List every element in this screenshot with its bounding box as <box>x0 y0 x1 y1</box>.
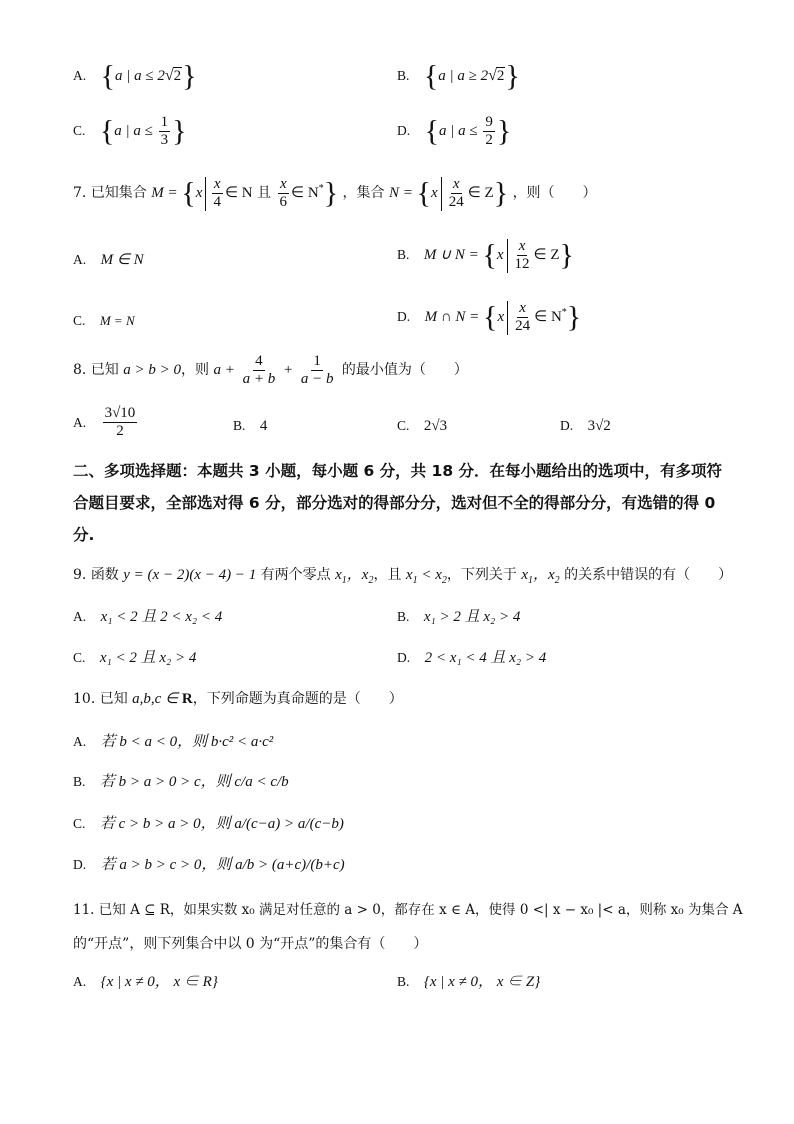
option-math: M ∈ N <box>100 252 144 268</box>
option-math: x₁ > 2 且 x₂ > 4 <box>423 609 521 625</box>
option-label: B. <box>397 974 410 989</box>
stem-text: ，且 <box>373 567 402 583</box>
fraction-numerator: 3√10 <box>103 405 138 423</box>
stem-text: ，下列关于 <box>446 567 517 583</box>
stem-text: ，则（ ） <box>512 185 597 202</box>
stem-text: 且 <box>257 185 272 202</box>
option-math: {a | a ≤ $\frac{1}{3}$ } <box>99 114 187 149</box>
q7-option-d[interactable] <box>397 300 581 336</box>
option-math: M = N <box>99 313 135 328</box>
option-label: A. <box>73 68 87 84</box>
option-math: M ∩ N = {x $\frac{x}{24}$ ∈ N*} <box>424 300 582 335</box>
question-11-stem-line2: 的“开点”，则下列集合中以 0 为“开点”的集合有（ ） <box>73 936 428 952</box>
option-math: M ∪ N = {x $\frac{x}{12}$ ∈ Z} <box>423 238 574 273</box>
option-math: 2√3 <box>423 418 448 434</box>
option-math-lhs: M ∪ N <box>423 247 465 264</box>
fraction-denominator: 2 <box>116 423 124 440</box>
option-math: {x | x ≠ 0， x ∈ Z} <box>423 974 541 990</box>
option-math: 若 a > b > c > 0，则 a/b > (a+c)/(b+c) <box>100 857 345 873</box>
stem-text: ，下列命题为真命题的是（ ） <box>192 691 403 707</box>
option-math: {x | x ≠ 0， x ∈ R} <box>100 974 218 990</box>
question-number: 11. <box>73 902 95 918</box>
q9-option-c[interactable] <box>73 646 196 667</box>
q6-option-c[interactable] <box>73 114 187 150</box>
option-label: D. <box>73 857 87 872</box>
option-math: 若 b > a > 0 > c，则 c/a < c/b <box>99 774 289 790</box>
stem-text: 的最小值为（ ） <box>341 362 468 379</box>
q8-option-b[interactable] <box>233 418 267 435</box>
option-label: C. <box>397 418 410 433</box>
option-math: 3√2 <box>587 418 611 434</box>
option-math: 若 c > b > a > 0，则 a/(c−a) > a/(c−b) <box>99 816 344 832</box>
set-m-condition: $\frac{x}{6}$ ∈ N*} <box>279 176 339 211</box>
question-number: 7. <box>73 185 87 202</box>
q10-option-d[interactable] <box>73 853 345 874</box>
stem-text: 已知 A ⊆ R，如果实数 x₀ 满足对任意的 a > 0，都存在 x ∈ A，使得 0 <| x − x₀ |< a，则称 x₀ 为集合 A <box>98 902 743 918</box>
q6-option-d[interactable] <box>397 114 511 150</box>
option-label: B. <box>397 247 410 263</box>
option-label: C. <box>73 123 86 139</box>
q6-option-a[interactable] <box>73 62 197 92</box>
q7-option-a[interactable] <box>73 250 144 269</box>
option-math-lhs: M ∩ N <box>424 309 466 326</box>
option-math: x₁ < 2 且 x₂ > 4 <box>99 650 197 666</box>
q11-option-b[interactable] <box>397 970 540 991</box>
option-math: {a | a ≤ $\frac{9}{2}$ } <box>424 114 512 149</box>
stem-text: 有两个零点 <box>260 567 331 583</box>
stem-text: ，集合 <box>342 185 385 202</box>
option-label: C. <box>73 650 86 665</box>
option-label: C. <box>73 313 86 328</box>
condition: a > b > 0 <box>123 362 182 379</box>
zeros: $x_1$，$x_2$ <box>335 567 374 586</box>
stem-text: 已知 <box>90 362 119 379</box>
question-8-stem <box>73 353 468 389</box>
q8-option-c[interactable] <box>397 418 447 435</box>
question-9-stem <box>73 563 732 586</box>
q7-option-c[interactable] <box>73 313 135 329</box>
expression: a + $\frac{4}{a + b}$ + $\frac{1}{a - b}$ <box>213 353 334 388</box>
question-number: 10. <box>73 691 96 707</box>
option-math: {a | a ≤ 2√2} <box>100 60 197 93</box>
option-label: D. <box>397 123 411 139</box>
q11-option-a[interactable] <box>73 970 218 991</box>
option-math: x₁ < 2 且 2 < x₂ < 4 <box>100 609 223 625</box>
option-label: D. <box>397 309 411 325</box>
stem-text: 的关系中错误的有（ ） <box>564 567 733 583</box>
option-label: A. <box>73 974 87 989</box>
option-label: B. <box>397 68 410 84</box>
q9-option-d[interactable] <box>397 646 546 667</box>
variables: a,b,c ∈ R <box>132 691 193 707</box>
stem-text: 函数 <box>90 567 119 583</box>
q9-option-a[interactable] <box>73 605 222 626</box>
option-label: B. <box>73 774 86 789</box>
section-2-header: 二、多项选择题：本题共 3 小题，每小题 6 分，共 18 分．在每小题给出的选项中，有多项符合题目要求，全部选对得 6 分，部分选对的得部分分，选对但不全的得部分分，有选错的得 0 分. <box>73 462 723 544</box>
q9-option-b[interactable] <box>397 605 520 626</box>
zeros: $x_1$，$x_2$ <box>521 567 560 586</box>
question-7-stem <box>73 176 597 212</box>
stem-text: 已知 <box>99 691 128 707</box>
set-n-definition: N = {x $\frac{x}{24}$ ∈ Z} <box>389 176 509 211</box>
option-label: B. <box>233 418 246 433</box>
option-label: A. <box>73 609 87 624</box>
q10-option-b[interactable] <box>73 770 289 791</box>
option-math: 4 <box>259 418 268 434</box>
option-math: {a | a ≥ 2√2} <box>423 60 520 93</box>
set-m-definition: M = {x $\frac{x}{4}$ ∈ N <box>151 176 253 211</box>
option-label: C. <box>73 816 86 831</box>
stem-text: 已知集合 <box>90 185 147 202</box>
option-label: A. <box>73 252 87 267</box>
option-label: D. <box>560 418 574 433</box>
option-label: B. <box>397 609 410 624</box>
option-label: A. <box>73 734 87 749</box>
question-11-stem-line1 <box>73 898 743 918</box>
question-10-stem <box>73 688 403 708</box>
q10-option-a[interactable] <box>73 730 273 751</box>
function-expression: y = (x − 2)(x − 4) − 1 <box>123 567 257 583</box>
option-label: A. <box>73 414 87 430</box>
option-label: D. <box>397 650 411 665</box>
option-math <box>103 405 138 441</box>
question-number: 8. <box>73 362 87 379</box>
q7-option-b[interactable] <box>397 238 574 274</box>
q10-option-c[interactable] <box>73 812 344 833</box>
question-number: 9. <box>73 567 87 583</box>
q8-option-d[interactable] <box>560 418 611 435</box>
order: $x_1 < x_2$ <box>405 567 447 586</box>
stem-text: ，则 <box>181 362 210 379</box>
option-math: 若 b < a < 0，则 b·c² < a·c² <box>100 734 274 750</box>
option-math: 2 < x₁ < 4 且 x₂ > 4 <box>424 650 547 666</box>
q8-option-a[interactable] <box>73 405 139 441</box>
q6-option-b[interactable] <box>397 62 520 92</box>
